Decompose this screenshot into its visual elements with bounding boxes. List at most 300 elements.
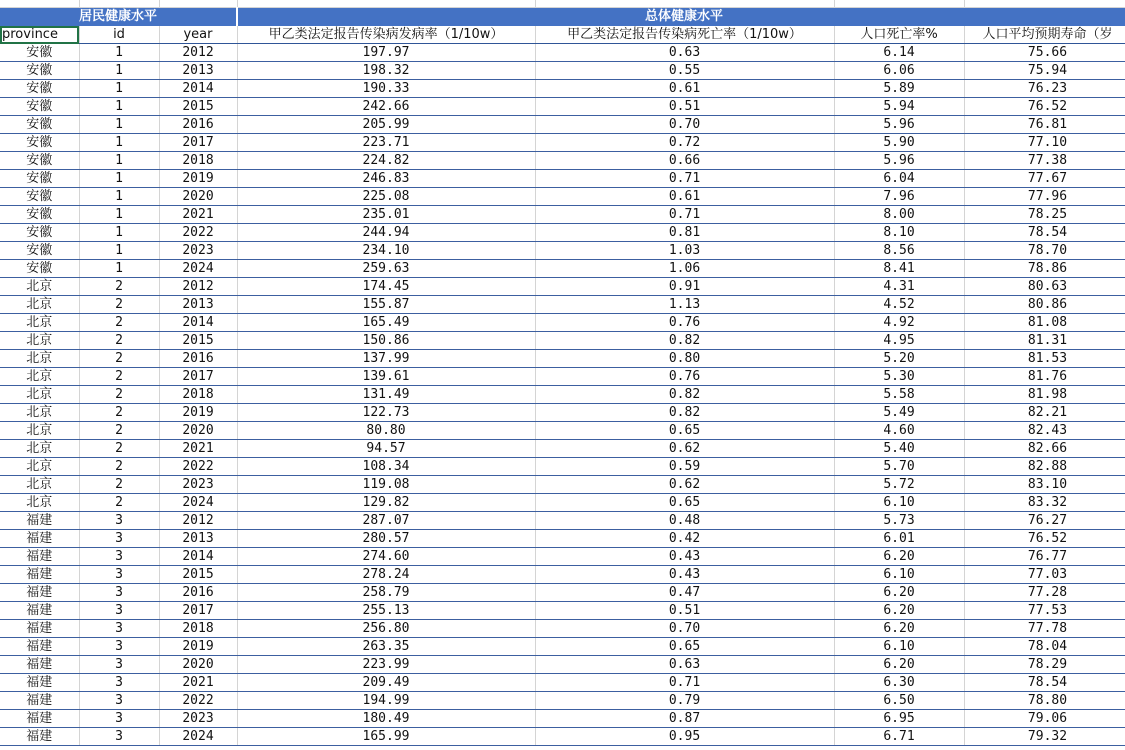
cell-province[interactable]: 北京 [0, 422, 79, 440]
table-row [0, 62, 1125, 80]
cell-life-expectancy[interactable]: 83.10 [964, 476, 1125, 494]
header-life-expectancy[interactable]: 人口平均预期寿命（岁 [964, 26, 1125, 44]
cell-year[interactable]: 2023 [159, 476, 237, 494]
cell-id[interactable]: 2 [79, 278, 159, 296]
cell-death-rate[interactable]: 4.31 [834, 278, 964, 296]
cell-incidence-rate[interactable]: 246.83 [237, 170, 535, 188]
cell-year[interactable]: 2015 [159, 332, 237, 350]
cell-province[interactable]: 福建 [0, 584, 79, 602]
cell-province[interactable]: 安徽 [0, 44, 79, 62]
cell-province[interactable]: 福建 [0, 620, 79, 638]
cell-id[interactable]: 1 [79, 134, 159, 152]
cell-id[interactable]: 3 [79, 620, 159, 638]
cell-mortality-rate[interactable]: 0.82 [535, 332, 834, 350]
cell-death-rate[interactable]: 8.41 [834, 260, 964, 278]
cell-incidence-rate[interactable]: 165.49 [237, 314, 535, 332]
cell-province[interactable]: 安徽 [0, 242, 79, 260]
cell-year[interactable]: 2018 [159, 386, 237, 404]
cell-incidence-rate[interactable]: 205.99 [237, 116, 535, 134]
cell-death-rate[interactable]: 8.10 [834, 224, 964, 242]
cell-year[interactable]: 2023 [159, 242, 237, 260]
cell-id[interactable]: 2 [79, 458, 159, 476]
cell-death-rate[interactable]: 5.30 [834, 368, 964, 386]
group-header-row [0, 8, 1125, 26]
header-death-rate[interactable]: 人口死亡率% [834, 26, 964, 44]
cell-province[interactable]: 北京 [0, 278, 79, 296]
cell-year[interactable]: 2024 [159, 494, 237, 512]
cell-mortality-rate[interactable]: 0.70 [535, 620, 834, 638]
cell-id[interactable]: 3 [79, 602, 159, 620]
cell-province[interactable]: 北京 [0, 440, 79, 458]
cell-province[interactable]: 北京 [0, 404, 79, 422]
cell-province[interactable]: 安徽 [0, 152, 79, 170]
cell-province[interactable]: 北京 [0, 386, 79, 404]
cell-life-expectancy[interactable]: 81.76 [964, 368, 1125, 386]
cell-mortality-rate[interactable]: 0.43 [535, 548, 834, 566]
cell-life-expectancy[interactable]: 82.66 [964, 440, 1125, 458]
cell-mortality-rate[interactable]: 0.66 [535, 152, 834, 170]
cell-id[interactable]: 3 [79, 512, 159, 530]
cell-death-rate[interactable]: 5.73 [834, 512, 964, 530]
cell-province[interactable]: 北京 [0, 350, 79, 368]
header-province[interactable]: province [0, 26, 79, 44]
cell-province[interactable]: 安徽 [0, 260, 79, 278]
cell-mortality-rate[interactable]: 0.76 [535, 314, 834, 332]
cell-mortality-rate[interactable]: 0.51 [535, 98, 834, 116]
cell-id[interactable]: 3 [79, 674, 159, 692]
cell-death-rate[interactable]: 4.60 [834, 422, 964, 440]
cell-death-rate[interactable]: 5.49 [834, 404, 964, 422]
cell-id[interactable]: 3 [79, 566, 159, 584]
cell-death-rate[interactable]: 4.52 [834, 296, 964, 314]
cell-id[interactable]: 2 [79, 368, 159, 386]
cell-mortality-rate[interactable]: 0.62 [535, 476, 834, 494]
cell-incidence-rate[interactable]: 155.87 [237, 296, 535, 314]
cell-province[interactable]: 安徽 [0, 134, 79, 152]
cell-incidence-rate[interactable]: 223.99 [237, 656, 535, 674]
cell-death-rate[interactable]: 6.10 [834, 494, 964, 512]
cell-province[interactable]: 安徽 [0, 224, 79, 242]
cell-year[interactable]: 2016 [159, 116, 237, 134]
cell-death-rate[interactable]: 5.72 [834, 476, 964, 494]
cell-death-rate[interactable]: 5.58 [834, 386, 964, 404]
table-row [0, 116, 1125, 134]
cell-life-expectancy[interactable]: 80.63 [964, 278, 1125, 296]
cell-death-rate[interactable]: 5.96 [834, 116, 964, 134]
cell-year[interactable]: 2024 [159, 260, 237, 278]
cell-id[interactable]: 3 [79, 728, 159, 746]
cell-life-expectancy[interactable]: 82.21 [964, 404, 1125, 422]
cell-mortality-rate[interactable]: 0.65 [535, 494, 834, 512]
cell-province[interactable]: 北京 [0, 476, 79, 494]
cell-id[interactable]: 1 [79, 44, 159, 62]
cell-mortality-rate[interactable]: 0.76 [535, 368, 834, 386]
cell-year[interactable]: 2021 [159, 440, 237, 458]
table-row [0, 530, 1125, 548]
cell-province[interactable]: 福建 [0, 692, 79, 710]
cell-mortality-rate[interactable]: 0.55 [535, 62, 834, 80]
cell-mortality-rate[interactable]: 0.51 [535, 602, 834, 620]
cell-incidence-rate[interactable]: 122.73 [237, 404, 535, 422]
cell-mortality-rate[interactable]: 0.82 [535, 404, 834, 422]
cell-id[interactable]: 1 [79, 224, 159, 242]
cell-death-rate[interactable]: 8.00 [834, 206, 964, 224]
cell-death-rate[interactable]: 8.56 [834, 242, 964, 260]
cell-province[interactable]: 福建 [0, 566, 79, 584]
cell-id[interactable]: 1 [79, 260, 159, 278]
cell-year[interactable]: 2014 [159, 548, 237, 566]
cell-mortality-rate[interactable]: 0.43 [535, 566, 834, 584]
cell-incidence-rate[interactable]: 244.94 [237, 224, 535, 242]
cell-id[interactable]: 1 [79, 116, 159, 134]
cell[interactable] [0, 0, 79, 8]
cell-mortality-rate[interactable]: 0.62 [535, 440, 834, 458]
cell-id[interactable]: 2 [79, 422, 159, 440]
header-id[interactable]: id [79, 26, 159, 44]
cell-life-expectancy[interactable]: 77.10 [964, 134, 1125, 152]
cell-id[interactable]: 1 [79, 98, 159, 116]
cell-province[interactable]: 北京 [0, 314, 79, 332]
group-header-overall-health[interactable]: 总体健康水平 [237, 8, 1125, 26]
cell-id[interactable]: 3 [79, 638, 159, 656]
cell-incidence-rate[interactable]: 197.97 [237, 44, 535, 62]
cell-year[interactable]: 2022 [159, 224, 237, 242]
cell-life-expectancy[interactable]: 77.53 [964, 602, 1125, 620]
cell-province[interactable]: 安徽 [0, 98, 79, 116]
cell-province[interactable]: 福建 [0, 728, 79, 746]
table-row [0, 386, 1125, 404]
cell-id[interactable]: 1 [79, 80, 159, 98]
cell-incidence-rate[interactable]: 235.01 [237, 206, 535, 224]
cell-life-expectancy[interactable]: 81.53 [964, 350, 1125, 368]
cell-mortality-rate[interactable]: 0.71 [535, 170, 834, 188]
cell-id[interactable]: 1 [79, 62, 159, 80]
cell-incidence-rate[interactable]: 129.82 [237, 494, 535, 512]
cell-mortality-rate[interactable]: 1.13 [535, 296, 834, 314]
cell-mortality-rate[interactable]: 0.72 [535, 134, 834, 152]
cell-incidence-rate[interactable]: 108.34 [237, 458, 535, 476]
cell[interactable] [964, 0, 1125, 8]
cell-life-expectancy[interactable]: 75.94 [964, 62, 1125, 80]
cell-death-rate[interactable]: 7.96 [834, 188, 964, 206]
cell-year[interactable]: 2015 [159, 566, 237, 584]
cell-mortality-rate[interactable]: 0.95 [535, 728, 834, 746]
cell-province[interactable]: 福建 [0, 656, 79, 674]
cell-incidence-rate[interactable]: 165.99 [237, 728, 535, 746]
cell-life-expectancy[interactable]: 76.81 [964, 116, 1125, 134]
cell-mortality-rate[interactable]: 0.82 [535, 386, 834, 404]
cell-death-rate[interactable]: 6.20 [834, 620, 964, 638]
cell-year[interactable]: 2017 [159, 134, 237, 152]
cell-province[interactable]: 安徽 [0, 80, 79, 98]
cell-year[interactable]: 2012 [159, 278, 237, 296]
cell-death-rate[interactable]: 5.89 [834, 80, 964, 98]
cell-mortality-rate[interactable]: 0.80 [535, 350, 834, 368]
cell-id[interactable]: 2 [79, 332, 159, 350]
cell-province[interactable]: 北京 [0, 368, 79, 386]
cell-incidence-rate[interactable]: 198.32 [237, 62, 535, 80]
cell-id[interactable]: 2 [79, 404, 159, 422]
header-year[interactable]: year [159, 26, 237, 44]
cell-death-rate[interactable]: 6.10 [834, 566, 964, 584]
cell-province[interactable]: 安徽 [0, 170, 79, 188]
cell-death-rate[interactable]: 6.10 [834, 638, 964, 656]
cell-mortality-rate[interactable]: 0.71 [535, 674, 834, 692]
cell-death-rate[interactable]: 6.14 [834, 44, 964, 62]
cell-incidence-rate[interactable]: 278.24 [237, 566, 535, 584]
cell-death-rate[interactable]: 6.20 [834, 602, 964, 620]
cell-death-rate[interactable]: 6.20 [834, 548, 964, 566]
cell-province[interactable]: 福建 [0, 548, 79, 566]
cell-life-expectancy[interactable]: 77.28 [964, 584, 1125, 602]
cell-life-expectancy[interactable]: 77.96 [964, 188, 1125, 206]
cell-year[interactable]: 2020 [159, 656, 237, 674]
cell-life-expectancy[interactable]: 78.54 [964, 674, 1125, 692]
cell-year[interactable]: 2014 [159, 314, 237, 332]
cell-incidence-rate[interactable]: 224.82 [237, 152, 535, 170]
cell-life-expectancy[interactable]: 78.54 [964, 224, 1125, 242]
cell-year[interactable]: 2017 [159, 602, 237, 620]
cell-death-rate[interactable]: 5.94 [834, 98, 964, 116]
cell-life-expectancy[interactable]: 76.77 [964, 548, 1125, 566]
cell-province[interactable]: 北京 [0, 296, 79, 314]
cell-mortality-rate[interactable]: 0.63 [535, 656, 834, 674]
cell-id[interactable]: 1 [79, 188, 159, 206]
cell-mortality-rate[interactable]: 0.59 [535, 458, 834, 476]
cell-life-expectancy[interactable]: 78.04 [964, 638, 1125, 656]
cell-incidence-rate[interactable]: 255.13 [237, 602, 535, 620]
cell-life-expectancy[interactable]: 78.80 [964, 692, 1125, 710]
cell-incidence-rate[interactable]: 131.49 [237, 386, 535, 404]
cell-year[interactable]: 2014 [159, 80, 237, 98]
cell-province[interactable]: 福建 [0, 602, 79, 620]
cell-incidence-rate[interactable]: 263.35 [237, 638, 535, 656]
cell-year[interactable]: 2013 [159, 62, 237, 80]
cell-province[interactable]: 安徽 [0, 62, 79, 80]
cell-id[interactable]: 3 [79, 692, 159, 710]
cell-id[interactable]: 2 [79, 296, 159, 314]
cell-id[interactable]: 3 [79, 530, 159, 548]
cell-death-rate[interactable]: 6.71 [834, 728, 964, 746]
cell-life-expectancy[interactable]: 77.38 [964, 152, 1125, 170]
cell-incidence-rate[interactable]: 119.08 [237, 476, 535, 494]
cell-year[interactable]: 2020 [159, 422, 237, 440]
cell-life-expectancy[interactable]: 80.86 [964, 296, 1125, 314]
cell-mortality-rate[interactable]: 0.63 [535, 44, 834, 62]
cell-incidence-rate[interactable]: 174.45 [237, 278, 535, 296]
cell-incidence-rate[interactable]: 150.86 [237, 332, 535, 350]
cell-mortality-rate[interactable]: 0.61 [535, 188, 834, 206]
cell-year[interactable]: 2013 [159, 296, 237, 314]
group-header-resident-health[interactable]: 居民健康水平 [0, 8, 237, 26]
cell-mortality-rate[interactable]: 0.79 [535, 692, 834, 710]
cell-death-rate[interactable]: 5.90 [834, 134, 964, 152]
cell-year[interactable]: 2022 [159, 458, 237, 476]
cell-id[interactable]: 1 [79, 170, 159, 188]
cell-year[interactable]: 2018 [159, 152, 237, 170]
cell-province[interactable]: 福建 [0, 530, 79, 548]
cell-year[interactable]: 2019 [159, 404, 237, 422]
cell-id[interactable]: 3 [79, 656, 159, 674]
cell-id[interactable]: 1 [79, 152, 159, 170]
cell-life-expectancy[interactable]: 78.29 [964, 656, 1125, 674]
cell-life-expectancy[interactable]: 78.70 [964, 242, 1125, 260]
cell-province[interactable]: 安徽 [0, 116, 79, 134]
cell-mortality-rate[interactable]: 1.03 [535, 242, 834, 260]
table-row [0, 692, 1125, 710]
cell-province[interactable]: 北京 [0, 332, 79, 350]
cell-province[interactable]: 福建 [0, 512, 79, 530]
cell-incidence-rate[interactable]: 137.99 [237, 350, 535, 368]
cell-province[interactable]: 安徽 [0, 188, 79, 206]
cell-year[interactable]: 2017 [159, 368, 237, 386]
cell-year[interactable]: 2015 [159, 98, 237, 116]
cell-year[interactable]: 2021 [159, 206, 237, 224]
table-row [0, 314, 1125, 332]
cell[interactable] [237, 0, 535, 8]
cell-year[interactable]: 2021 [159, 674, 237, 692]
cell-death-rate[interactable]: 6.20 [834, 656, 964, 674]
cell-incidence-rate[interactable]: 180.49 [237, 710, 535, 728]
cell-year[interactable]: 2019 [159, 638, 237, 656]
cell-incidence-rate[interactable]: 258.79 [237, 584, 535, 602]
cell-year[interactable]: 2012 [159, 44, 237, 62]
cell-incidence-rate[interactable]: 194.99 [237, 692, 535, 710]
cell-mortality-rate[interactable]: 0.61 [535, 80, 834, 98]
cell-life-expectancy[interactable]: 81.08 [964, 314, 1125, 332]
cell-life-expectancy[interactable]: 82.43 [964, 422, 1125, 440]
cell-incidence-rate[interactable]: 139.61 [237, 368, 535, 386]
cell-mortality-rate[interactable]: 0.91 [535, 278, 834, 296]
cell-life-expectancy[interactable]: 78.86 [964, 260, 1125, 278]
cell-id[interactable]: 3 [79, 710, 159, 728]
cell-life-expectancy[interactable]: 77.03 [964, 566, 1125, 584]
cell-id[interactable]: 2 [79, 440, 159, 458]
cell[interactable] [834, 0, 964, 8]
cell-id[interactable]: 3 [79, 584, 159, 602]
cell-incidence-rate[interactable]: 80.80 [237, 422, 535, 440]
cell-life-expectancy[interactable]: 78.25 [964, 206, 1125, 224]
cell-year[interactable]: 2022 [159, 692, 237, 710]
cell-death-rate[interactable]: 6.20 [834, 584, 964, 602]
cell-mortality-rate[interactable]: 1.06 [535, 260, 834, 278]
cell-id[interactable]: 1 [79, 206, 159, 224]
cell-life-expectancy[interactable]: 82.88 [964, 458, 1125, 476]
cell-year[interactable]: 2020 [159, 188, 237, 206]
cell-life-expectancy[interactable]: 83.32 [964, 494, 1125, 512]
cell-incidence-rate[interactable]: 190.33 [237, 80, 535, 98]
cell-life-expectancy[interactable]: 81.98 [964, 386, 1125, 404]
header-incidence-rate[interactable]: 甲乙类法定报告传染病发病率（1/10w） [237, 26, 535, 44]
cell-year[interactable]: 2018 [159, 620, 237, 638]
cell-death-rate[interactable]: 5.70 [834, 458, 964, 476]
cell[interactable] [535, 0, 834, 8]
cell-mortality-rate[interactable]: 0.47 [535, 584, 834, 602]
cell-province[interactable]: 北京 [0, 494, 79, 512]
cell-id[interactable]: 2 [79, 350, 159, 368]
cell-id[interactable]: 2 [79, 386, 159, 404]
table-row [0, 80, 1125, 98]
cell-province[interactable]: 安徽 [0, 206, 79, 224]
cell-life-expectancy[interactable]: 77.67 [964, 170, 1125, 188]
cell-mortality-rate[interactable]: 0.81 [535, 224, 834, 242]
cell-death-rate[interactable]: 4.92 [834, 314, 964, 332]
header-mortality-rate[interactable]: 甲乙类法定报告传染病死亡率（1/10w） [535, 26, 834, 44]
cell-life-expectancy[interactable]: 76.52 [964, 530, 1125, 548]
cell-year[interactable]: 2023 [159, 710, 237, 728]
cell-year[interactable]: 2016 [159, 350, 237, 368]
cell-province[interactable]: 福建 [0, 710, 79, 728]
table-row [0, 656, 1125, 674]
cell-mortality-rate[interactable]: 0.71 [535, 206, 834, 224]
cell-province[interactable]: 福建 [0, 638, 79, 656]
cell-death-rate[interactable]: 6.50 [834, 692, 964, 710]
cell-death-rate[interactable]: 6.04 [834, 170, 964, 188]
cell-mortality-rate[interactable]: 0.65 [535, 422, 834, 440]
cell-mortality-rate[interactable]: 0.70 [535, 116, 834, 134]
cell-year[interactable]: 2016 [159, 584, 237, 602]
cell-incidence-rate[interactable]: 94.57 [237, 440, 535, 458]
cell-incidence-rate[interactable]: 274.60 [237, 548, 535, 566]
cell-death-rate[interactable]: 4.95 [834, 332, 964, 350]
cell-id[interactable]: 1 [79, 242, 159, 260]
cell-life-expectancy[interactable]: 75.66 [964, 44, 1125, 62]
cell-life-expectancy[interactable]: 81.31 [964, 332, 1125, 350]
cell-life-expectancy[interactable]: 76.27 [964, 512, 1125, 530]
cell-incidence-rate[interactable]: 234.10 [237, 242, 535, 260]
cell-death-rate[interactable]: 5.40 [834, 440, 964, 458]
cell[interactable] [79, 0, 159, 8]
cell-province[interactable]: 福建 [0, 674, 79, 692]
cell-incidence-rate[interactable]: 287.07 [237, 512, 535, 530]
cell-incidence-rate[interactable]: 242.66 [237, 98, 535, 116]
column-letter-row-partial [0, 0, 1125, 8]
cell-id[interactable]: 3 [79, 548, 159, 566]
cell-id[interactable]: 2 [79, 494, 159, 512]
cell-death-rate[interactable]: 6.95 [834, 710, 964, 728]
cell-death-rate[interactable]: 6.30 [834, 674, 964, 692]
cell-incidence-rate[interactable]: 280.57 [237, 530, 535, 548]
cell-mortality-rate[interactable]: 0.42 [535, 530, 834, 548]
cell-year[interactable]: 2019 [159, 170, 237, 188]
cell-province[interactable]: 北京 [0, 458, 79, 476]
cell-mortality-rate[interactable]: 0.87 [535, 710, 834, 728]
cell-incidence-rate[interactable]: 223.71 [237, 134, 535, 152]
cell-mortality-rate[interactable]: 0.48 [535, 512, 834, 530]
cell-incidence-rate[interactable]: 256.80 [237, 620, 535, 638]
cell-year[interactable]: 2013 [159, 530, 237, 548]
cell-incidence-rate[interactable]: 259.63 [237, 260, 535, 278]
cell-life-expectancy[interactable]: 79.06 [964, 710, 1125, 728]
cell[interactable] [159, 0, 237, 8]
cell-mortality-rate[interactable]: 0.65 [535, 638, 834, 656]
cell-death-rate[interactable]: 5.20 [834, 350, 964, 368]
cell-id[interactable]: 2 [79, 476, 159, 494]
cell-id[interactable]: 2 [79, 314, 159, 332]
cell-life-expectancy[interactable]: 76.23 [964, 80, 1125, 98]
cell-incidence-rate[interactable]: 225.08 [237, 188, 535, 206]
cell-life-expectancy[interactable]: 79.32 [964, 728, 1125, 746]
cell-life-expectancy[interactable]: 77.78 [964, 620, 1125, 638]
cell-incidence-rate[interactable]: 209.49 [237, 674, 535, 692]
cell-death-rate[interactable]: 5.96 [834, 152, 964, 170]
cell-year[interactable]: 2012 [159, 512, 237, 530]
cell-death-rate[interactable]: 6.06 [834, 62, 964, 80]
table-row [0, 260, 1125, 278]
cell-year[interactable]: 2024 [159, 728, 237, 746]
cell-death-rate[interactable]: 6.01 [834, 530, 964, 548]
cell-life-expectancy[interactable]: 76.52 [964, 98, 1125, 116]
